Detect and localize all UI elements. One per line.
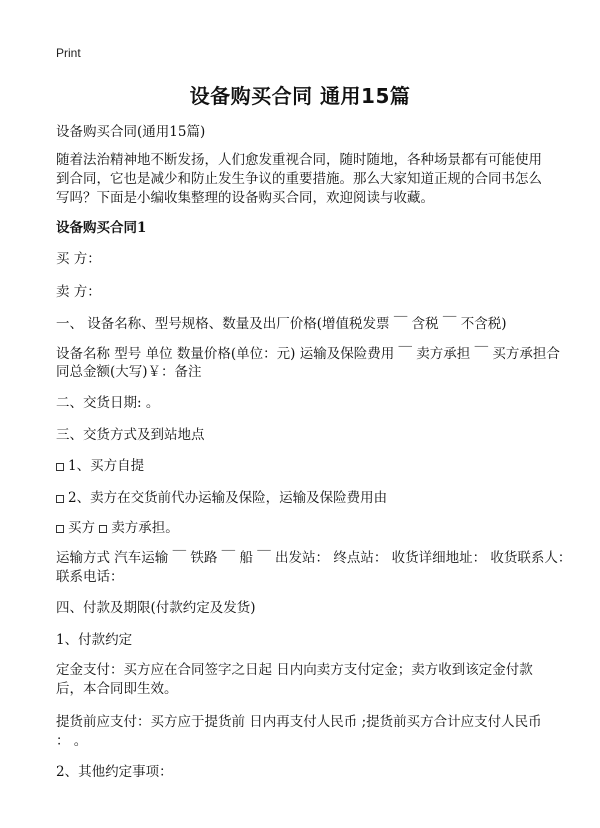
document-title: 设备购买合同 通用15篇 — [189, 84, 411, 108]
seller-line: 卖 方： — [56, 284, 101, 300]
transport-line-1: 运输方式 汽车运输 ￣ 铁路 ￣ 船 ￣ 出发站： 终点站： 收货详细地址： 收货联系人： — [56, 550, 572, 566]
option-seller-ships — [56, 488, 556, 508]
intro-line-2: 到合同，它也是减少和防止发生争议的重要措施。那么大家知道正规的合同书怎么 — [56, 171, 542, 187]
option-self-pickup-label: 1、买方自提 — [68, 458, 145, 474]
section-heading: 设备购买合同1 — [56, 220, 147, 236]
option-self-pickup — [56, 456, 556, 476]
buyer-line: 买 方： — [56, 251, 101, 267]
clause-1-detail-line-2: 同总金额(大写)￥：备注 — [56, 364, 202, 380]
other-terms-heading: 2、其他约定事项： — [56, 764, 173, 780]
checkbox-icon — [56, 525, 64, 533]
prepay-line-2: ： 。 — [56, 733, 88, 749]
clause-1-heading: 一、 设备名称、型号规格、数量及出厂价格(增值税发票 ￣ 含税 ￣ 不含税) — [56, 316, 507, 332]
clause-3-heading: 三、交货方式及到站地点 — [56, 427, 205, 443]
option-seller-label: 卖方承担。 — [111, 520, 179, 536]
payment-agreement-heading: 1、付款约定 — [56, 632, 133, 648]
document-subtitle: 设备购买合同(通用15篇) — [56, 124, 206, 140]
deposit-line-2: 后，本合同即生效。 — [56, 681, 178, 697]
clause-2-heading: 二、交货日期: 。 — [56, 395, 160, 411]
intro-line-1: 随着法治精神地不断发扬，人们愈发重视合同，随时随地，各种场景都有可能使用 — [56, 152, 542, 168]
option-buyer-label: 买方 — [68, 520, 95, 536]
print-label: Print — [56, 46, 81, 60]
prepay-line-1: 提货前应支付：买方应于提货前 日内再支付人民币 ;提货前买方合计应支付人民币 — [56, 714, 542, 730]
checkbox-icon — [99, 525, 107, 533]
transport-line-2: 联系电话： — [56, 569, 124, 585]
clause-1-detail-line-1: 设备名称 型号 单位 数量价格(单位：元) 运输及保险费用 ￣ 卖方承担 ￣ 买方承担合 — [56, 346, 560, 362]
option-cost-bearer — [56, 518, 556, 538]
intro-line-3: 写吗？下面是小编收集整理的设备购买合同，欢迎阅读与收藏。 — [56, 190, 434, 206]
checkbox-icon — [56, 463, 64, 471]
checkbox-icon — [56, 495, 64, 503]
option-seller-ships-label: 2、卖方在交货前代办运输及保险，运输及保险费用由 — [68, 490, 388, 506]
deposit-line-1: 定金支付：买方应在合同签字之日起 日内向卖方支付定金；卖方收到该定金付款 — [56, 662, 533, 678]
clause-4-heading: 四、付款及期限(付款约定及发货) — [56, 600, 256, 616]
